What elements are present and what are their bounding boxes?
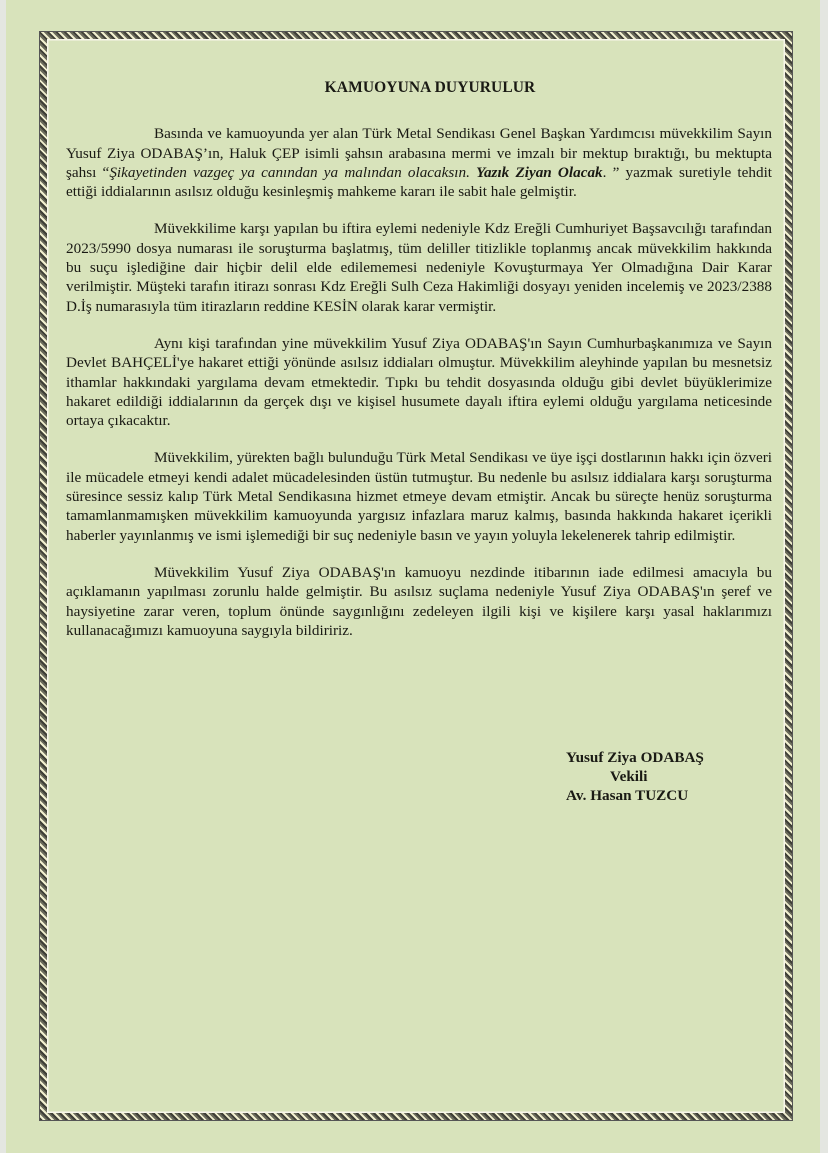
paragraph-1-rest: . ” yazmak suretiyle tehdit ettiği iddialarının asılsız olduğu kesinleşmiş mahkeme kararı ile sabit hale gelmiştir. [66, 163, 773, 201]
signature-block [566, 748, 704, 805]
quoted-threat-italic: Şikayetinden vazgeç ya canından ya malından olacaksın. [109, 163, 470, 181]
document-page [6, 0, 820, 1153]
document-title: KAMUOYUNA DUYURULUR [324, 79, 536, 96]
signature-lawyer-name: Av. Hasan TUZCU [566, 787, 689, 804]
paragraph-1-intro: Basında ve kamuoyunda yer alan Türk Metal Sendikası Genel Başkan Yardımcısı müvekkilim Sayın Yusuf Ziya ODABAŞ’ın, Haluk ÇEP isimli şahsın arabasına mermi ve imzalı bir mektup bıraktığı, bu mektupta şahsı “ [66, 125, 772, 181]
signature-role: Vekili [610, 768, 648, 785]
paragraph-1 [66, 124, 772, 201]
quoted-threat-bold-italic: Yazık Ziyan Olacak [476, 163, 603, 181]
document-body [66, 72, 772, 658]
paragraph-5: Müvekkilim Yusuf Ziya ODABAŞ'ın kamuoyu nezdinde itibarının iade edilmesi amacıyla bu açıklamanın yapılması zorunlu halde gelmiştir. Bu asılsız suçlama nedeniyle Yusuf Ziya ODABAŞ'ın şeref ve haysiyetine zarar veren, toplum önünde saygınlığını zedeleyen ilgili kişi ve kişilere karşı yasal haklarımızı kullanacağımızı kamuoyuna saygıyla bildiririz. [66, 563, 772, 639]
paragraph-4: Müvekkilim, yürekten bağlı bulunduğu Türk Metal Sendikası ve üye işçi dostlarının hakkı için özveri ile mücadele etmeyi kendi adalet mücadelesinden üstün tutmuştur. Bu nedenle bu asılsız iddialara karşı soruşturma süresince sessiz kalıp Türk Metal Sendikasına hizmet etmeye devam etmiştir. Ancak bu süreçte henüz soruşturma tamamlanmamışken müvekkilim kamuoyunda yargısız infazlara maruz kalmış, basında hakkında hakaret içerikli haberler yayınlanmış ve ismi işlemediği bir suç nedeniyle basın ve yayın yoluyla lekelenerek tahrip edilmiştir. [66, 449, 772, 544]
paragraph-3: Aynı kişi tarafından yine müvekkilim Yusuf Ziya ODABAŞ'ın Sayın Cumhurbaşkanımıza ve Sayın Devlet BAHÇELİ'ye hakaret ettiği yönünde asılsız iddiaları olmuştur. Müvekkilim aleyhinde yapılan bu mesnetsiz ithamlar hakkındaki yargılama devam etmektedir. Tıpkı bu tehdit dosyasında olduğu gibi devlet büyüklerimize hakaret edildiği iddialarının da gerçek dışı ve kişisel husumete dayalı iftira eylemi olduğu yargılama neticesinde ortaya çıkacaktır. [66, 334, 772, 430]
signature-client-name: Yusuf Ziya ODABAŞ [566, 749, 704, 766]
paragraph-2: Müvekkilime karşı yapılan bu iftira eylemi nedeniyle Kdz Ereğli Cumhuriyet Başsavcılığı tarafından 2023/5990 dosya numarası ile soruşturma başlatmış, tüm deliller titizlikle toplanmış ancak müvekkilim hakkında bu suçu işlediğine dair hiçbir delil elde edilememesi nedeniyle Kovuşturmaya Yer Olmadığına Dair Karar verilmiştir. Müşteki tarafın itirazı sonrası Kdz Ereğli Sulh Ceza Hakimliği dosyayı yeniden incelemiş ve 2023/2388 D.İş numarasıyla tüm itirazların reddine KESİN olarak karar vermiştir. [66, 220, 772, 315]
